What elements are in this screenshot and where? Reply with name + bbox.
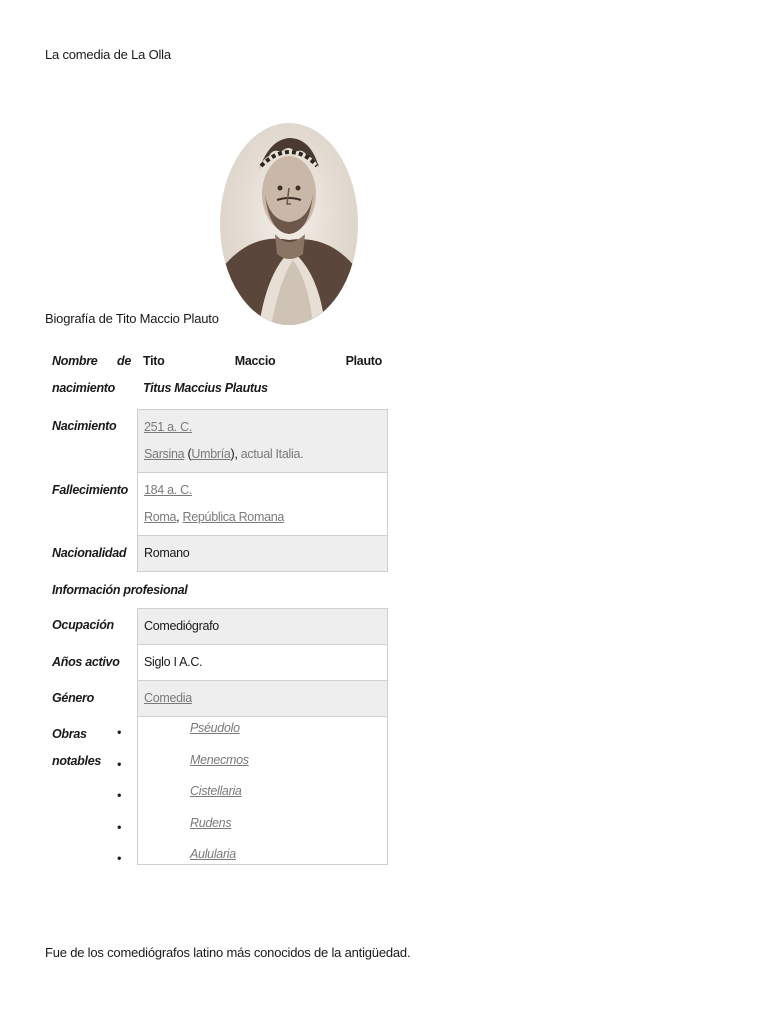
label-word: notables (52, 754, 101, 768)
death-date-link[interactable]: 184 a. C. (144, 483, 193, 497)
birth-region-link[interactable]: Umbría (191, 447, 231, 461)
bullet-icon: • (117, 851, 121, 865)
work-link-pseudolo[interactable]: Pséudolo (190, 721, 240, 735)
infobox-row-occupation (45, 608, 388, 645)
infobox-label-death: Fallecimiento (52, 483, 128, 497)
infobox-row-death (45, 473, 388, 536)
genre-link[interactable]: Comedia (144, 691, 192, 705)
work-link-cistellaria[interactable]: Cistellaria (190, 784, 242, 798)
infobox-label-birth-name (45, 347, 137, 409)
name-word: Plauto (345, 354, 382, 368)
work-link-rudens[interactable]: Rudens (190, 815, 232, 830)
bullet-icon: • (117, 788, 121, 802)
label-word: de (117, 354, 131, 368)
infobox-row-notable-works (45, 717, 388, 865)
infobox-label-nationality: Nacionalidad (52, 546, 127, 560)
infobox-value-birth-name (137, 347, 388, 409)
work-link-aulularia[interactable]: Aulularia (190, 847, 236, 861)
work-link-menecmos[interactable]: Menecmos (190, 752, 249, 767)
infobox-section-professional: Información profesional (52, 583, 188, 597)
bullet-icon: • (117, 756, 121, 771)
biography-heading: Biografía de Tito Maccio Plauto (45, 311, 219, 326)
paren-open: ( (187, 447, 192, 461)
paren-close: ), (230, 447, 238, 461)
bullet-icon: • (117, 725, 121, 739)
death-state-link[interactable]: República Romana (182, 510, 285, 524)
label-word: Nombre (52, 354, 98, 368)
infobox-row-years-active (45, 645, 388, 681)
infobox-value-years-active: Siglo I A.C. (137, 645, 388, 681)
latin-name: Titus Maccius Plautus (143, 381, 268, 395)
infobox-value-nationality: Romano (137, 536, 388, 572)
closing-paragraph: Fue de los comediógrafos latino más conocidos de la antigüedad. (45, 945, 411, 960)
birth-date-link[interactable]: 251 a. C. (144, 420, 193, 434)
infobox-label-notable-works (45, 717, 137, 865)
birth-note: actual Italia. (240, 447, 304, 461)
biography-infobox (45, 347, 388, 865)
infobox-row-birth (45, 409, 388, 473)
label-word: nacimiento (52, 381, 115, 395)
infobox-row-birth-name (45, 347, 388, 409)
notable-works-list (137, 717, 388, 865)
bullet-column (117, 721, 121, 879)
infobox-label-genre: Género (52, 691, 94, 705)
name-word: Tito (143, 354, 165, 368)
infobox-label-years-active: Años activo (52, 655, 120, 669)
infobox-row-genre (45, 681, 388, 717)
plautus-portrait-image (219, 122, 359, 326)
infobox-value-death (137, 473, 388, 536)
death-place-link[interactable]: Roma (144, 510, 177, 524)
infobox-label-birth: Nacimiento (52, 419, 117, 433)
bullet-icon: • (117, 819, 121, 834)
label-word: Obras (52, 727, 87, 741)
infobox-row-nationality (45, 536, 388, 572)
name-word: Maccio (234, 354, 276, 368)
infobox-value-genre (137, 681, 388, 717)
infobox-label-occupation: Ocupación (52, 618, 114, 632)
infobox-value-occupation: Comediógrafo (137, 608, 388, 645)
comma: , (176, 510, 183, 524)
birth-place-link[interactable]: Sarsina (144, 447, 185, 461)
infobox-value-birth (137, 409, 388, 473)
document-title: La comedia de La Olla (45, 47, 171, 62)
